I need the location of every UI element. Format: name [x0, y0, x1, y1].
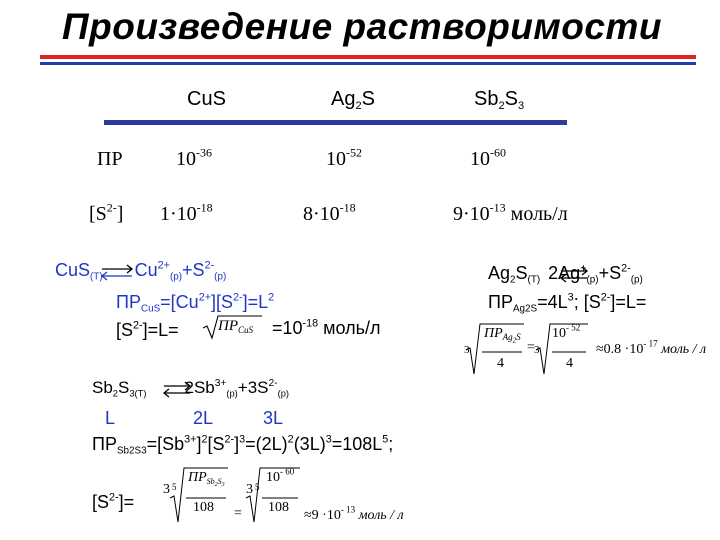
- ag2s-approx-result: $\approx 0.8 \cdot 10^{- 17}$ моль / л: [596, 338, 707, 357]
- sb2s3-eq-sign: =: [234, 506, 242, 521]
- ag2s-root-index-1: 3: [464, 344, 470, 356]
- ag2s-pr-expression: $ПР_{Ag2S}=4L^3$; $[S^{2-}]=L=$: [488, 291, 647, 315]
- sb2s3-root-index-2: 5: [255, 482, 260, 492]
- column-header-ag2s: $Ag_2S$: [331, 88, 375, 112]
- sb2s3-l-label-1: L: [105, 408, 116, 428]
- sb2s3-s-expression: $[S^{2-}]=$: [92, 491, 135, 512]
- page-title: Произведение растворимости: [62, 6, 662, 47]
- column-header-cus: CuS: [187, 88, 226, 110]
- sb2s3-root-coef-2: 3: [246, 482, 253, 497]
- ag2s-eq-sign: =: [527, 340, 535, 355]
- cus-sqrt-argument: $ПР_{CuS}$: [218, 318, 254, 336]
- cus-s-expression: $[S^{2-}]=L=$: [116, 319, 179, 340]
- row-label-pr: ПР: [97, 148, 123, 170]
- sb2s3-frac1-den: 108: [193, 500, 214, 515]
- cus-equation: CuS$_{(Т)}$ $Cu^{2+}_{(р)}+S^{2-}_{(р)}$: [55, 259, 227, 283]
- pr-value-cus: $10^{-36}$: [176, 145, 212, 170]
- cus-s-result: $=10^{-18}$ моль/л: [272, 317, 381, 338]
- title-underline-red: [40, 55, 696, 59]
- ag2s-frac1-num: $ПР_{Ag_2S}$: [484, 326, 521, 345]
- equilibrium-arrows-icon: [100, 264, 134, 282]
- equilibrium-arrows-icon: [162, 381, 192, 399]
- title-underline-blue: [40, 62, 696, 65]
- ag2s-root-index-2: 3: [534, 344, 540, 356]
- sb2s3-pr-expression: $ПР_{Sb2S3}=[Sb^{3+}]^2[S^{2-}]^3=(2L)^2(3L)^3=108L^5$;: [92, 433, 394, 457]
- column-header-sb2s3: $Sb_2S_3$: [474, 88, 525, 112]
- ag2s-frac2-num: $10^{- 52}$: [552, 322, 581, 341]
- pr-value-ag2s: $10^{-52}$: [326, 145, 362, 170]
- equilibrium-arrows-icon: [559, 266, 589, 284]
- table-header-divider: [104, 120, 567, 125]
- s2-value-sb2s3: $9\cdot 10^{-13}$ моль/л: [453, 200, 568, 225]
- sb2s3-approx-result: $\approx 9 \cdot 10^{- 13}$ моль / л: [304, 504, 404, 523]
- sb2s3-l-label-3: 3L: [263, 408, 284, 428]
- s2-value-ag2s: $8\cdot 10^{-18}$: [303, 200, 356, 225]
- sb2s3-frac2-num: $10^{- 60}$: [266, 466, 295, 485]
- sb2s3-frac1-num: $ПР_{Sb_2S_3}$: [188, 470, 225, 488]
- sb2s3-frac2-den: 108: [268, 500, 289, 515]
- cus-pr-expression: $ПР_{CuS}=[Cu^{2+}][S^{2-}]=L^2$: [116, 291, 275, 315]
- pr-value-sb2s3: $10^{-60}$: [470, 145, 506, 170]
- sb2s3-root-coef-1: 3: [163, 482, 170, 497]
- ag2s-equation: $Ag_2S_{(Т)}$ $2Ag^+_{(р)}+S^{2-}_{(р)}$: [488, 262, 643, 286]
- s2-value-cus: $1\cdot 10^{-18}$: [160, 200, 213, 225]
- row-label-s2: $[S^{2-}]$: [89, 200, 124, 225]
- ag2s-frac2-den: 4: [566, 356, 573, 371]
- sb2s3-l-label-2: 2L: [193, 408, 214, 428]
- sb2s3-equation: $Sb_2S_{3(Т)}$ $2Sb^{3+}_{(р)}+3S^{2-}_{(р)}$: [92, 377, 289, 399]
- sb2s3-root-index-1: 5: [172, 482, 177, 492]
- ag2s-frac1-den: 4: [497, 356, 504, 371]
